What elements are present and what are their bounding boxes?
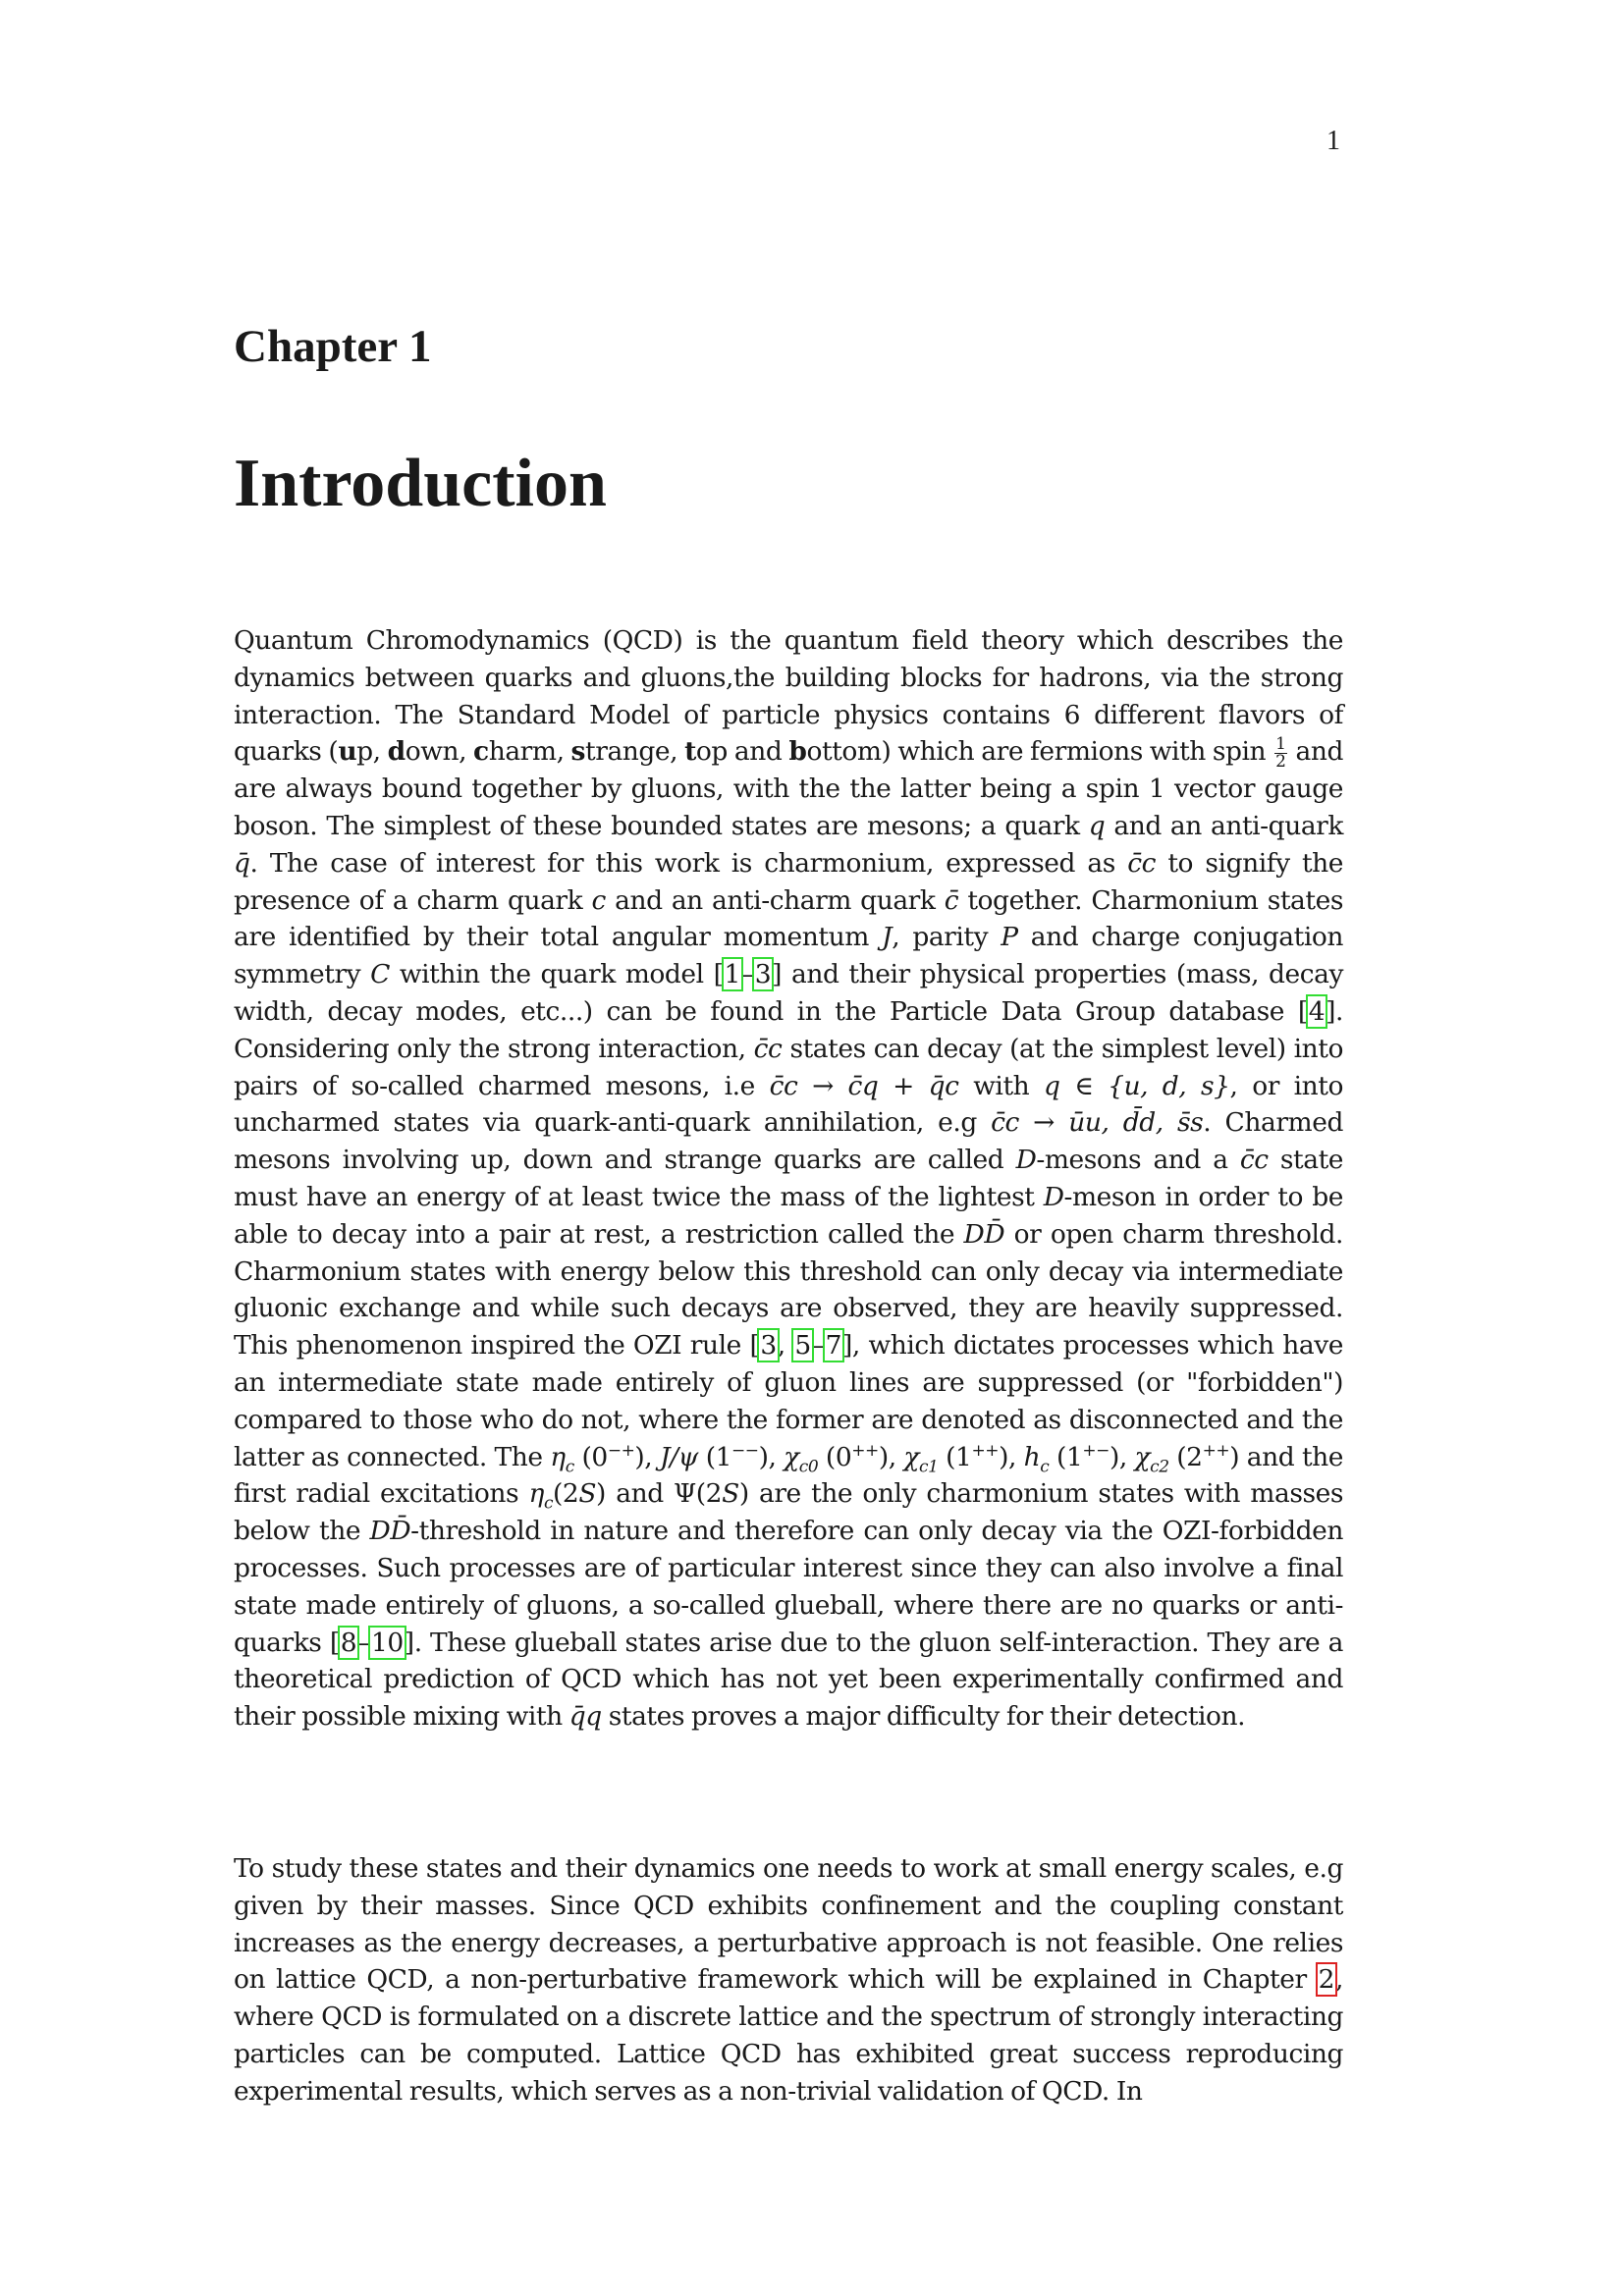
text-content: , where QCD is formulated on a discrete lattice and the spectrum of strongly interacting particles can be computed. Lattice QCD has exhibited great success reproducing experimental results, which serves as a non-trivial validation of QCD. In xyxy=(234,1964,1343,2107)
text-run xyxy=(739,1478,749,1509)
text-content: (0 xyxy=(818,1441,852,1472)
text-content: (1 xyxy=(938,1441,972,1472)
chapter-label: Chapter 1 xyxy=(234,321,432,372)
math-subscript: c xyxy=(565,1456,574,1476)
text-run xyxy=(772,959,782,989)
text-content: . The case of interest for this work is charmonium, expressed as xyxy=(249,847,1128,879)
text-content: ), xyxy=(1109,1441,1135,1472)
text-run xyxy=(959,1071,1044,1101)
citation-link[interactable]: 1 xyxy=(724,959,740,990)
text-run xyxy=(1326,996,1335,1027)
text-content: (1 xyxy=(1049,1441,1083,1472)
text-content: ] xyxy=(1326,995,1336,1027)
math-symbol xyxy=(903,1441,939,1476)
text-content: are the only charmonium states with masses below the xyxy=(234,1478,1344,1547)
text-content: (0 xyxy=(573,1441,608,1472)
math-symbol xyxy=(1089,811,1106,841)
citation-link[interactable]: 3 xyxy=(760,1330,777,1362)
math-subscript: c xyxy=(543,1493,554,1514)
superscript: +− xyxy=(1082,1440,1110,1461)
text-content: t xyxy=(684,736,696,768)
text-content: -threshold in nature and therefore can only decay via the OZI-forbidden processes. Such processes are of particular interest since they can also involve a final state made entirely of gluons, a so-called glueball, where there are no quarks or anti-quarks xyxy=(234,1516,1344,1658)
math-symbol xyxy=(1001,922,1017,952)
text-content: ] xyxy=(404,1627,414,1658)
text-run xyxy=(778,1330,794,1361)
bold-letter xyxy=(571,736,585,767)
chapter-title: Introduction xyxy=(234,446,607,521)
math-text: q̄q xyxy=(568,1701,602,1733)
text-content: within the quark model xyxy=(389,959,714,990)
text-content: To study these states and their dynamics one needs to work at small energy scales, e.g given by their masses. Since QCD exhibits confinement and the coupling constant increases as the energy decreases, a perturbative approach is not feasible. One relies on lattice QCD, a non-perturbative framework which will be explained in Chapter xyxy=(234,1853,1343,1996)
text-content: ) xyxy=(738,1478,749,1510)
text-run xyxy=(330,1628,340,1658)
math-symbol xyxy=(991,1107,1203,1138)
text-content: (2 xyxy=(553,1478,579,1510)
text-content: c xyxy=(473,736,489,768)
text-run xyxy=(938,1442,999,1472)
math-subscript: c0 xyxy=(798,1456,819,1476)
citation-link[interactable]: 10 xyxy=(370,1627,404,1658)
bold-letter xyxy=(788,736,806,767)
citation-link[interactable]: 8 xyxy=(340,1627,357,1658)
text-content: b xyxy=(788,736,807,768)
math-symbol xyxy=(234,848,250,879)
math-symbol xyxy=(550,1441,574,1476)
math-symbol xyxy=(591,885,605,916)
text-run xyxy=(1229,1442,1239,1472)
math-text: c̄c xyxy=(1239,1145,1269,1176)
math-symbol xyxy=(660,1442,698,1472)
text-run xyxy=(759,1442,785,1472)
math-text: η xyxy=(528,1478,544,1510)
math-symbol xyxy=(1044,1071,1230,1101)
text-run xyxy=(585,736,684,767)
fraction-denominator: 2 xyxy=(1275,751,1286,772)
text-run xyxy=(879,1442,904,1472)
text-content: – xyxy=(811,1330,825,1362)
fraction xyxy=(1274,733,1286,772)
text-run xyxy=(356,736,387,767)
text-run xyxy=(806,736,1272,767)
text-run xyxy=(812,1330,825,1361)
text-content: ), xyxy=(878,1441,904,1472)
text-content: – xyxy=(357,1627,370,1658)
text-run xyxy=(596,1478,606,1509)
math-text: q xyxy=(1088,810,1106,841)
math-text: c xyxy=(591,884,606,916)
superscript: −− xyxy=(731,1440,759,1461)
math-symbol xyxy=(770,1071,959,1101)
text-content: -mesons and a xyxy=(1036,1145,1240,1176)
math-symbol xyxy=(528,1478,554,1514)
text-content: trange, xyxy=(585,736,685,768)
math-symbol xyxy=(945,885,958,916)
text-content: and Ψ(2 xyxy=(605,1478,723,1510)
text-content: together. Charmonium states are identified by their total angular momentum xyxy=(234,884,1343,953)
text-content: , xyxy=(777,1330,794,1362)
body-paragraph-2 xyxy=(234,1850,1343,2110)
text-content: u xyxy=(338,736,357,768)
text-content: – xyxy=(740,959,754,990)
math-text: DD̄ xyxy=(963,1218,1005,1250)
text-content: with xyxy=(958,1070,1044,1101)
text-run xyxy=(1169,1442,1230,1472)
math-text: S xyxy=(722,1478,739,1510)
text-content: [ xyxy=(1297,995,1308,1027)
text-content: (2 xyxy=(1168,1441,1203,1472)
math-symbol xyxy=(722,1478,739,1509)
bold-letter xyxy=(473,736,489,767)
text-content: Quantum Chromodynamics (QCD) is the quantum field theory which describes the dynamics between quarks and gluons,the building blocks for hadrons, via the strong interaction. The Standard Model of particle physics contains 6 different flavors of quarks ( xyxy=(234,625,1343,768)
math-text: h xyxy=(1023,1441,1041,1472)
math-text: S xyxy=(578,1478,597,1510)
text-content: ) xyxy=(596,1478,606,1510)
math-symbol xyxy=(754,1034,783,1064)
text-content: and an anti-charm quark xyxy=(605,884,945,916)
text-content: [ xyxy=(329,1627,340,1658)
math-symbol xyxy=(1044,1182,1064,1212)
text-content: . Charmed mesons involving up, down and strange quarks are called xyxy=(234,1107,1343,1176)
math-text: P xyxy=(1001,922,1018,953)
text-content: or open charm threshold. Charmonium states with energy below this threshold can only decay via intermediate gluonic exchange and while such decays are observed, they are heavily suppressed. This phenomenon inspired the OZI rule xyxy=(234,1218,1343,1362)
text-run xyxy=(553,1478,578,1509)
text-run xyxy=(818,1442,879,1472)
math-text: q̄ xyxy=(234,847,250,879)
math-text: c̄c → ūu, d̄d, s̄s xyxy=(991,1107,1204,1139)
text-run xyxy=(1049,1442,1110,1472)
text-run xyxy=(714,959,724,989)
text-content: and charge conjugation symmetry xyxy=(234,922,1343,990)
text-run xyxy=(698,1442,759,1472)
bold-letter xyxy=(388,736,406,767)
citation-link[interactable]: 5 xyxy=(794,1330,811,1362)
text-content: d xyxy=(387,736,406,768)
text-content: states proves a major difficulty for their detection. xyxy=(601,1701,1246,1733)
citation-link[interactable]: 3 xyxy=(754,959,772,990)
text-run xyxy=(634,1442,660,1472)
text-content: own, xyxy=(405,736,474,768)
superscript: ++ xyxy=(851,1440,879,1461)
text-run xyxy=(602,1701,1245,1732)
math-text: C xyxy=(370,959,390,990)
math-text: χ xyxy=(903,1441,920,1472)
text-content: ) xyxy=(1229,1441,1240,1472)
text-content: , which dictates processes which have an intermediate state made entirely of gluon lines are suppressed (or "forbidden") compared to those who do not, where the former are denoted as disconnected and the latter as connected. The xyxy=(234,1330,1343,1472)
math-text: χ xyxy=(784,1441,799,1472)
math-text: η xyxy=(550,1441,566,1472)
text-run xyxy=(606,1478,722,1509)
math-subscript: c xyxy=(1040,1456,1050,1476)
text-run xyxy=(696,736,788,767)
text-content: and are always bound together by gluons, with the the latter being a spin 1 vector gauge boson. The simplest of these bounded states are mesons; a quark xyxy=(234,736,1343,841)
math-symbol xyxy=(882,922,892,952)
text-run xyxy=(489,736,571,767)
text-content: ), xyxy=(999,1441,1024,1472)
fraction-numerator: 1 xyxy=(1275,733,1286,754)
text-run xyxy=(842,1330,852,1361)
text-content: and their physical properties (mass, decay width, decay modes, etc...) can be found in the Particle Data Group database xyxy=(234,959,1343,1027)
math-text: c̄ xyxy=(944,884,959,916)
text-run xyxy=(405,1628,414,1658)
superscript: −+ xyxy=(607,1440,635,1461)
text-content: ] xyxy=(842,1330,852,1362)
text-run xyxy=(892,922,1001,952)
text-content: and the first radial excitations xyxy=(234,1441,1344,1510)
math-text: D xyxy=(1043,1181,1064,1212)
math-symbol xyxy=(578,1478,596,1509)
text-content: p, xyxy=(356,736,388,768)
text-content: ), xyxy=(634,1441,660,1472)
math-text: DD̄ xyxy=(369,1516,411,1547)
math-symbol xyxy=(1016,1145,1037,1175)
math-symbol xyxy=(1240,1145,1269,1175)
math-text: D xyxy=(1015,1145,1037,1176)
math-text: χ xyxy=(1134,1441,1151,1472)
math-symbol xyxy=(1023,1441,1050,1476)
math-subscript: c1 xyxy=(919,1456,939,1476)
text-content: state must have an energy of at least twice the mass of the lightest xyxy=(234,1145,1343,1212)
text-content: and an anti-quark xyxy=(1105,810,1343,841)
text-run xyxy=(606,885,945,916)
math-symbol xyxy=(784,1441,819,1476)
math-text: c̄c → c̄q + q̄c xyxy=(769,1070,959,1101)
text-content: s xyxy=(570,736,586,768)
text-run xyxy=(234,1853,1343,1995)
text-run xyxy=(406,736,473,767)
page-number: 1 xyxy=(1326,126,1340,156)
citation-link[interactable]: 4 xyxy=(1308,995,1326,1027)
math-symbol xyxy=(370,1516,411,1546)
bold-letter xyxy=(684,736,696,767)
math-text: c̄c xyxy=(753,1033,783,1064)
text-content: [ xyxy=(713,959,724,990)
superscript: ++ xyxy=(971,1440,1000,1461)
text-content: ] xyxy=(772,959,783,990)
text-content: , parity xyxy=(892,922,1001,953)
text-run xyxy=(390,959,714,989)
text-content: . Considering only the strong interaction, xyxy=(234,995,1343,1064)
text-run xyxy=(1110,1442,1135,1472)
text-content: [ xyxy=(749,1330,760,1362)
text-run xyxy=(1105,811,1343,841)
text-run xyxy=(1298,996,1308,1027)
bold-letter xyxy=(338,736,356,767)
text-content: harm, xyxy=(488,736,571,768)
math-text: J xyxy=(882,922,893,953)
text-content: ), xyxy=(758,1441,785,1472)
math-symbol xyxy=(569,1701,602,1732)
text-run xyxy=(250,848,1128,879)
text-content: ottom) which are fermions with spin xyxy=(806,736,1273,768)
math-symbol xyxy=(1134,1441,1169,1476)
text-content: , or into uncharmed states via quark-anti-quark annihilation, e.g xyxy=(234,1070,1343,1139)
text-content: (1 xyxy=(697,1441,731,1472)
text-content: op and xyxy=(695,736,789,768)
math-symbol xyxy=(1127,848,1156,879)
math-subscript: c2 xyxy=(1150,1456,1169,1476)
text-content: to signify the presence of a charm quark xyxy=(234,847,1343,916)
text-run xyxy=(741,959,754,989)
text-run xyxy=(574,1442,635,1472)
citation-link[interactable]: 7 xyxy=(825,1330,842,1362)
math-symbol xyxy=(370,959,390,989)
chapter-reference-link[interactable]: 2 xyxy=(1318,1964,1335,1996)
text-content: states can decay (at the simplest level) into pairs of so-called charmed mesons, i.e xyxy=(234,1033,1343,1101)
superscript: ++ xyxy=(1202,1440,1230,1461)
text-content: -meson in order to be able to decay into a pair at rest, a restriction called the xyxy=(234,1181,1343,1250)
text-run xyxy=(1036,1145,1239,1175)
text-content: . These glueball states arise due to the gluon self-interaction. They are a theoretical prediction of QCD which has not yet been experimentally confirmed and their possible mixing with xyxy=(234,1627,1344,1733)
math-text: J/ψ xyxy=(660,1441,698,1472)
text-run xyxy=(357,1628,370,1658)
text-run xyxy=(999,1442,1024,1472)
math-symbol xyxy=(964,1219,1005,1250)
math-text: q ∈ {u, d, s} xyxy=(1043,1070,1230,1101)
text-run xyxy=(749,1330,759,1361)
math-text: c̄c xyxy=(1127,847,1157,879)
body-paragraph-1 xyxy=(234,622,1343,1735)
